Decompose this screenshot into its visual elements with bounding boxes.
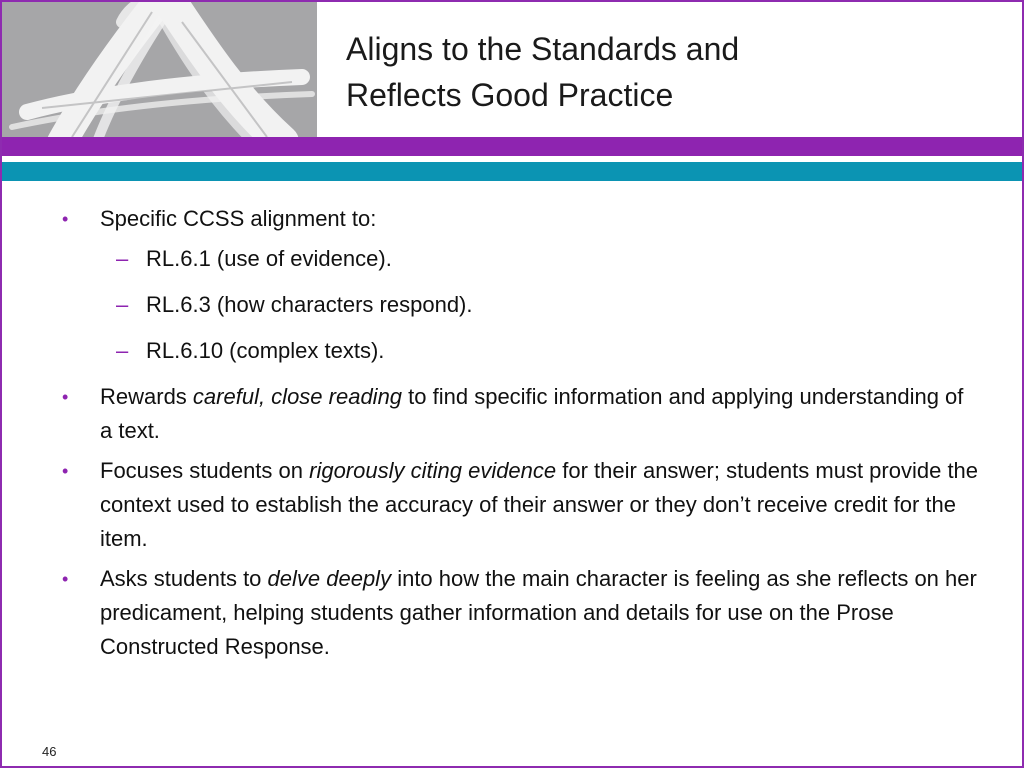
sub-bullet-text: RL.6.3 (how characters respond). [146,292,473,317]
slide-title [346,26,986,118]
bullet-item [60,562,980,664]
bullet-emphasis: careful, close reading [192,384,403,409]
bullet-marker: • [62,569,69,589]
bullet-marker: • [62,387,69,407]
sub-bullet-item [60,242,980,276]
page-number: 46 [42,744,57,759]
bullet-marker: • [62,209,69,229]
bullet-text-pre: Asks students to [100,566,268,591]
bullet-text-post: to find specific information and applying understanding of a text. [100,384,964,443]
bullet-text-post: into how the main character is feeling as she reflects on her predicament, helping students gather information and details for use on the Prose Constructed Response. [100,566,977,659]
bullet-text-post: for their answer; students must provide the context used to establish the accuracy of their answer or they don’t receive credit for the item. [100,458,979,551]
purple-band [2,137,1022,156]
slide-title-line-2: Reflects Good Practice [346,77,674,113]
bullet-item [60,380,980,448]
bullet-emphasis: rigorously citing evidence [309,458,557,483]
sub-bullet-marker: – [116,292,129,317]
sub-bullet-marker: – [116,246,129,271]
sub-bullet-text: RL.6.1 (use of evidence). [146,246,392,271]
bullet-item [60,454,980,556]
bullet-marker: • [62,461,69,481]
teal-band [2,162,1022,181]
slide-title-line-1: Aligns to the Standards and [346,31,740,67]
sub-bullet-item [60,288,980,322]
sub-bullet-item [60,334,980,368]
slide-body [60,202,980,670]
bullet-emphasis: delve deeply [267,566,392,591]
bullet-text-pre: Focuses students on [100,458,310,483]
sub-bullet-marker: – [116,338,129,363]
bullet-item [60,202,980,236]
bullet-text-pre: Rewards [100,384,193,409]
sub-bullet-text: RL.6.10 (complex texts). [146,338,385,363]
brushstroke-letter-a-logo-icon [2,2,317,137]
bullet-text: Specific CCSS alignment to: [100,206,377,231]
